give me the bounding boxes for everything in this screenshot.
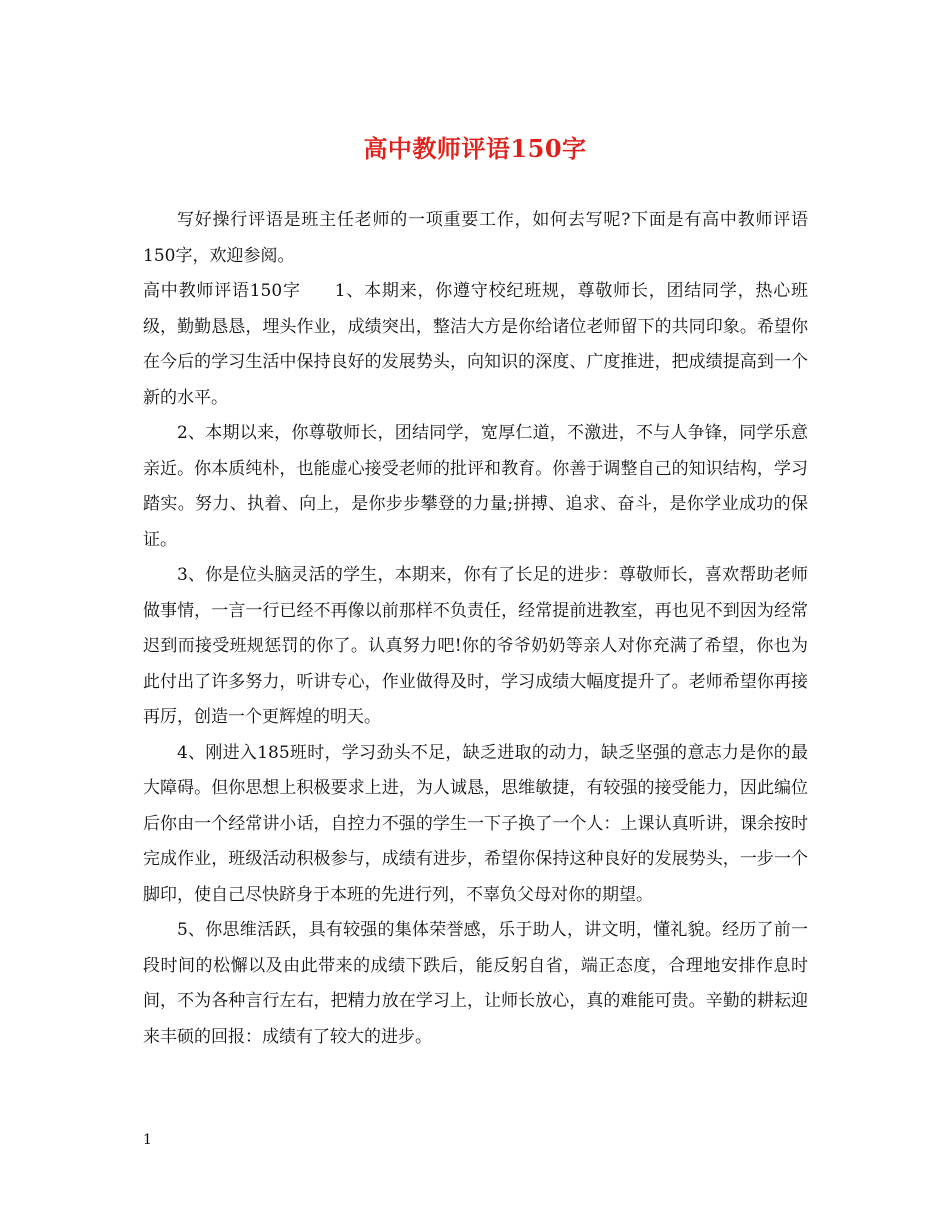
lead-title: 高中教师评语150字 — [143, 281, 301, 301]
paragraph-1-text: 1、本期来，你遵守校纪班规，尊敬师长，团结同学，热心班级，勤勤恳恳，埋头作业，成绩突出，整洁大方是你给诸位老师留下的共同印象。希望你在今后的学习生活中保持良好的发展势头，向知识的深度、广度推进，把成绩提高到一个新的水平。 — [143, 281, 808, 408]
document-title: 高中教师评语150字 — [363, 134, 587, 163]
document-body — [143, 203, 808, 1055]
paragraph-5: 5、你思维活跃，具有较强的集体荣誉感，乐于助人，讲文明，懂礼貌。经历了前一段时间的松懈以及由此带来的成绩下跌后，能反躬自省，端正态度，合理地安排作息时间，不为各种言行左右，把精力放在学习上，让师长放心，真的难能可贵。辛勤的耕耘迎来丰硕的回报：成绩有了较大的进步。 — [143, 920, 808, 1047]
paragraph-3: 3、你是位头脑灵活的学生，本期来，你有了长足的进步：尊敬师长，喜欢帮助老师做事情，一言一行已经不再像以前那样不负责任，经常提前进教室，再也见不到因为经常迟到而接受班规惩罚的你了。认真努力吧!你的爷爷奶奶等亲人对你充满了希望，你也为此付出了许多努力，听讲专心，作业做得及时，学习成绩大幅度提升了。老师希望你再接再厉，创造一个更辉煌的明天。 — [143, 565, 808, 727]
paragraph-4: 4、刚进入185班时，学习劲头不足，缺乏进取的动力，缺乏坚强的意志力是你的最大障碍。但你思想上积极要求上进，为人诚恳，思维敏捷，有较强的接受能力，因此编位后你由一个经常讲小话，自控力不强的学生一下子换了一个人：上课认真听讲，课余按时完成作业，班级活动积极参与，成绩有进步，希望你保持这种良好的发展势头，一步一个脚印，使自己尽快跻身于本班的先进行列，不辜负父母对你的期望。 — [143, 742, 808, 905]
page-number: 1 — [143, 1132, 152, 1148]
intro-paragraph: 写好操行评语是班主任老师的一项重要工作，如何去写呢?下面是有高中教师评语150字，欢迎参阅。 — [143, 210, 808, 266]
paragraph-2: 2、本期以来，你尊敬师长，团结同学，宽厚仁道，不激进，不与人争锋，同学乐意亲近。你本质纯朴，也能虚心接受老师的批评和教育。你善于调整自己的知识结构，学习踏实。努力、执着、向上，是你步步攀登的力量;拼搏、追求、奋斗，是你学业成功的保证。 — [143, 423, 808, 550]
paragraph-1 — [143, 274, 808, 416]
